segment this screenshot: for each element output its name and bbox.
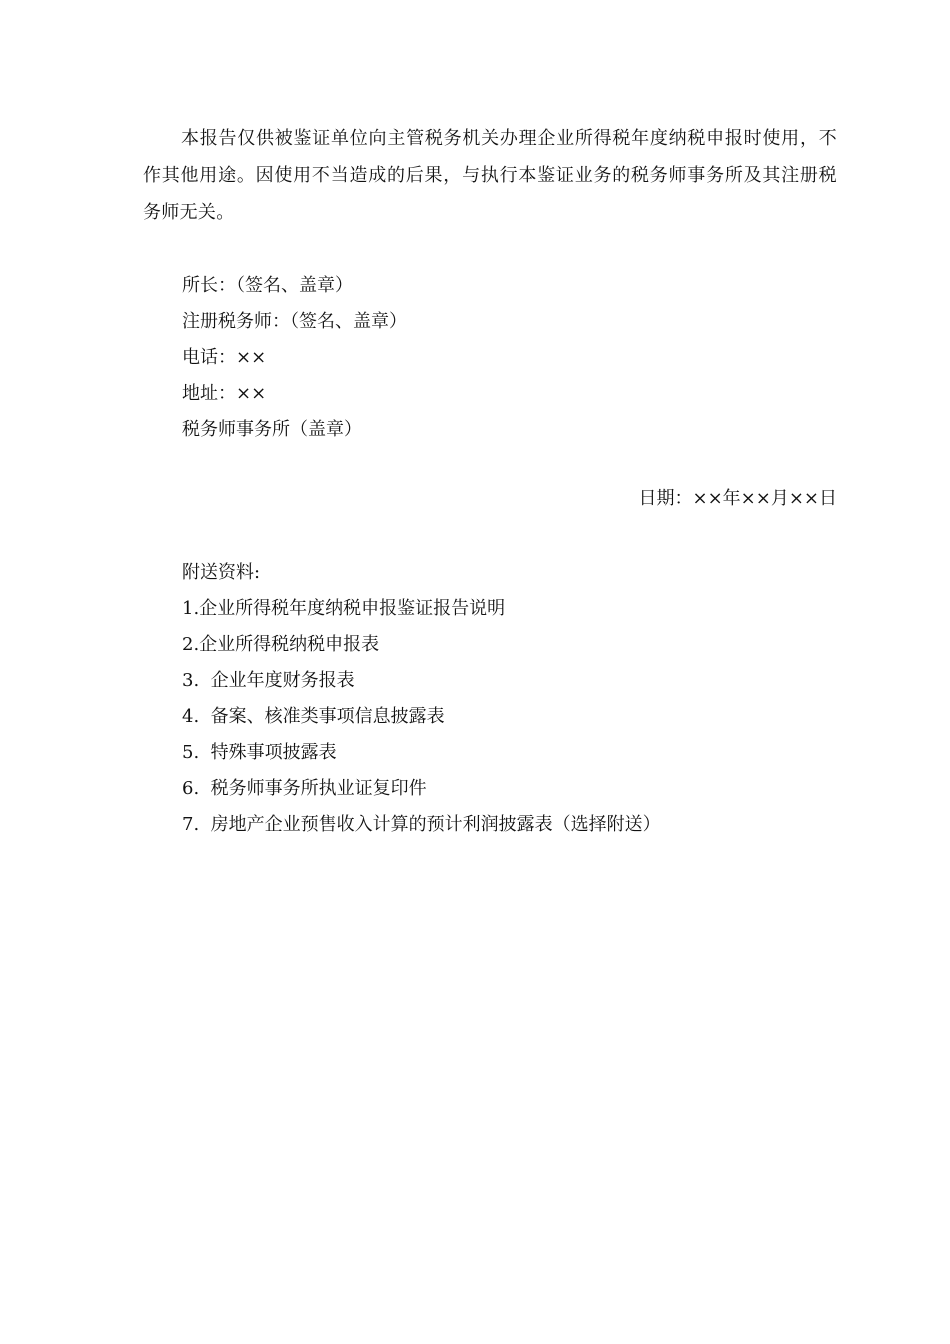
usage-statement-paragraph: 本报告仅供被鉴证单位向主管税务机关办理企业所得税年度纳税申报时使用，不作其他用途。因使用不当造成的后果，与执行本鉴证业务的税务师事务所及其注册税务师无关。 bbox=[143, 128, 837, 223]
date-line: 日期：××年××月××日 bbox=[638, 488, 837, 509]
phone-line: 电话：×× bbox=[182, 347, 267, 368]
attachments-list bbox=[182, 555, 661, 843]
director-signature-line: 所长：（签名、盖章） bbox=[182, 275, 353, 296]
attachment-item: 1.企业所得税年度纳税申报鉴证报告说明 bbox=[182, 598, 506, 619]
attachment-item: 7. 房地产企业预售收入计算的预计利润披露表（选择附送） bbox=[182, 814, 661, 835]
firm-seal-line: 税务师事务所（盖章） bbox=[182, 419, 362, 440]
tax-agent-signature-line: 注册税务师：（签名、盖章） bbox=[182, 311, 407, 332]
attachment-item: 3. 企业年度财务报表 bbox=[182, 670, 355, 691]
attachment-item: 5. 特殊事项披露表 bbox=[182, 742, 337, 763]
signature-block bbox=[182, 268, 407, 448]
address-line: 地址：×× bbox=[182, 383, 267, 404]
attachment-item: 2.企业所得税纳税申报表 bbox=[182, 634, 380, 655]
attachments-title: 附送资料: bbox=[182, 562, 261, 583]
attachment-item: 4. 备案、核准类事项信息披露表 bbox=[182, 706, 445, 727]
attachment-item: 6. 税务师事务所执业证复印件 bbox=[182, 778, 427, 799]
